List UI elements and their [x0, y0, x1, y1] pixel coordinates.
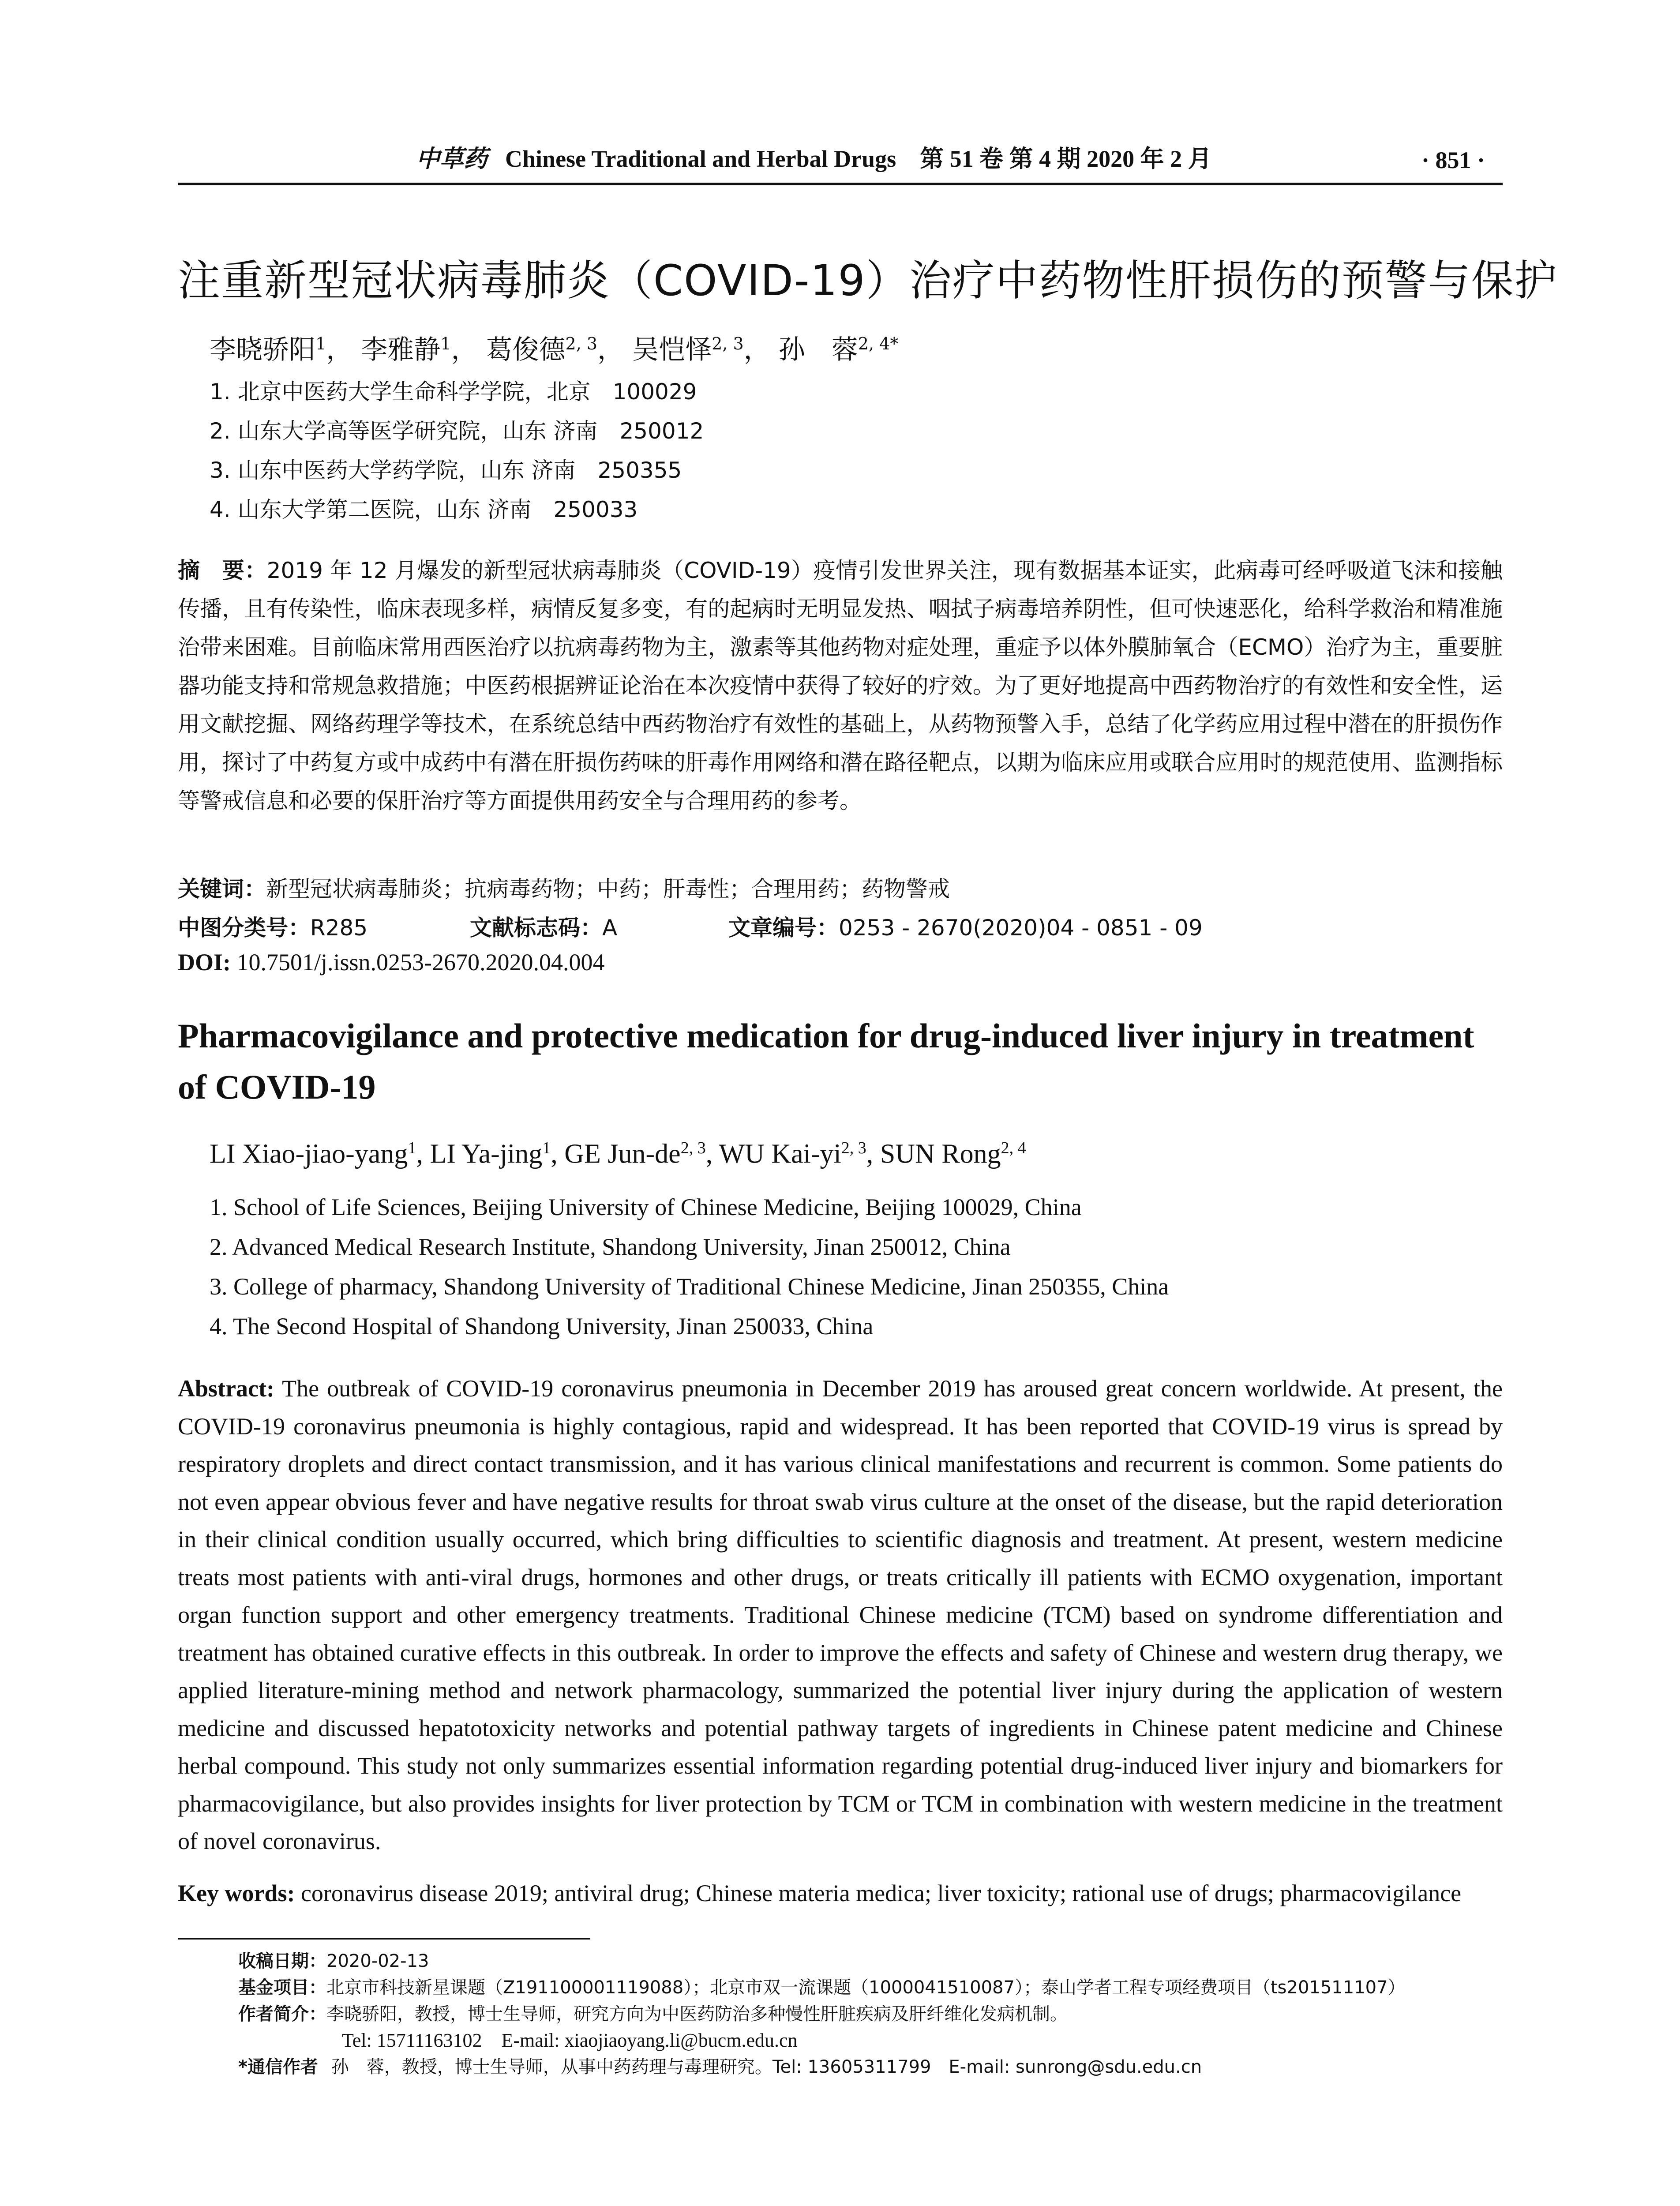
author-separator: , [705, 1139, 719, 1169]
clc-value: R285 [310, 915, 368, 941]
abstract-body: 2019 年 12 月爆发的新型冠状病毒肺炎（COVID-19）疫情引发世界关注，现有数据基本证实，此病毒可经呼吸道飞沫和接触传播，且有传染性，临床表现多样，病情反复多变，有的起病时无明显发热、咽拭子病毒培养阴性，但可快速恶化，给科学救治和精准施治带来困难。目前临床常用西医治疗以抗病毒药物为主，激素等其他药物对症处理，重症予以体外膜肺氧合（ECMO）治疗为主，重要脏器功能支持和常规急救措施；中医药根据辨证论治在本次疫情中获得了较好的疗效。为了更好地提高中西药物治疗的有效性和安全性，运用文献挖掘、网络药理学等技术，在系统总结中西药物治疗有效性的基础上，从药物预警入手，总结了化学药应用过程中潜在的肝损伤作用，探讨了中药复方或中成药中有潜在肝损伤药味的肝毒作用网络和潜在路径靶点，以期为临床应用或联合应用时的规范使用、监测指标等警戒信息和必要的保肝治疗等方面提供用药安全与合理用药的参考。 [178, 558, 1503, 814]
author-affiliation-marker: 1 [542, 1139, 551, 1157]
author-bio-value: 李晓骄阳，教授，博士生导师，研究方向为中医药防治多种慢性肝脏疾病及肝纤维化发病机制。 [326, 2004, 1068, 2024]
author-name: 孙 蓉 [778, 334, 858, 365]
author-separator: , [551, 1139, 565, 1169]
author-name: GE Jun-de [564, 1139, 681, 1169]
author-affiliation-marker: 1 [315, 334, 326, 353]
chinese-keywords [178, 871, 950, 903]
author-separator: , [866, 1139, 880, 1169]
doi-label: DOI: [178, 949, 231, 975]
author-name: WU Kai-yi [719, 1139, 841, 1169]
chinese-affiliation: 4. 山东大学第二医院，山东 济南 250033 [210, 497, 638, 522]
article-number-value: 0253 - 2670(2020)04 - 0851 - 09 [839, 915, 1203, 941]
fund-label: 基金项目： [238, 1977, 326, 1998]
keywords-label: Key words: [178, 1880, 295, 1906]
abstract-body: The outbreak of COVID-19 coronavirus pneumonia in December 2019 has aroused great concern worldwide. At present, the COVID-19 coronavirus pneumonia is highly contagious, rapid and widespread. It has been reported that COVID-19 virus is spread by respiratory droplets and direct contact transmission, and it has various clinical manifestations and recurrent is common. Some patients do not even appear obvious fever and have negative results for throat swab virus culture at the onset of the disease, but the rapid deterioration in their clinical condition usually occurred, which bring difficulties to scientific diagnosis and treatment. At present, western medicine treats most patients with anti-viral drugs, hormones and other drugs, or treats critically ill patients with ECMO oxygenation, important organ function support and other emergency treatments. Traditional Chinese medicine (TCM) based on syndrome differentiation and treatment has obtained curative effects in this outbreak. In order to improve the effects and safety of Chinese and western drug therapy, we applied literature-mining method and network pharmacology, summarized the potential liver injury during the application of western medicine and discussed hepatotoxicity networks and potential pathway targets of ingredients in Chinese patent medicine and Chinese herbal compound. This study not only summarizes essential information regarding potential drug-induced liver injury and biomarkers for pharmacovigilance, but also provides insights for liver protection by TCM or TCM in combination with western medicine in the treatment of novel coronavirus. [178, 1375, 1503, 1854]
classification-line [178, 910, 1203, 942]
english-affiliation: 2. Advanced Medical Research Institute, Shandong University, Jinan 250012, China [210, 1234, 1011, 1260]
corresponding-value: 孙 蓉，教授，博士生导师，从事中药药理与毒理研究。Tel: 13605311799 E-mail: sunrong@sdu.edu.cn [331, 2057, 1202, 2077]
clc-label: 中图分类号： [178, 915, 310, 941]
abstract-label: Abstract: [178, 1375, 274, 1402]
running-header [178, 140, 1503, 185]
author-affiliation-marker: 2, 3 [680, 1139, 706, 1157]
author-affiliation-marker: 2, 3 [841, 1139, 866, 1157]
author-separator: ， [326, 334, 353, 365]
author-name: 吴恺怿 [632, 334, 712, 365]
author-separator: ， [597, 334, 624, 365]
author-name: 李晓骄阳 [210, 334, 315, 365]
fund-value: 北京市科技新星课题（Z191100001119088）；北京市双一流课题（1000041510087）；泰山学者工程专项经费项目（ts201511107） [326, 1977, 1406, 1998]
author-name: SUN Rong [880, 1139, 1001, 1169]
author-affiliation-marker: 2, 3 [565, 334, 598, 353]
author-affiliation-marker: 1 [408, 1139, 416, 1157]
author-separator: ， [451, 334, 478, 365]
doc-code-label: 文献标志码： [470, 915, 602, 941]
fund-info [238, 1974, 1500, 2001]
english-authors [210, 1138, 1026, 1170]
doc-code-value: A [602, 915, 618, 941]
chinese-affiliation: 2. 山东大学高等医学研究院，山东 济南 250012 [210, 418, 704, 444]
keywords-text: coronavirus disease 2019; antiviral drug; Chinese materia medica; liver toxicity; rational use of drugs; pharmacovigilance [300, 1880, 1462, 1906]
received-label: 收稿日期： [238, 1951, 326, 1971]
doi-line [178, 949, 605, 976]
author-name: 葛俊德 [486, 334, 566, 365]
author-affiliation-marker: 2, 3 [712, 334, 744, 353]
english-affiliation: 4. The Second Hospital of Shandong University, Jinan 250033, China [210, 1313, 874, 1339]
doi-value: 10.7501/j.issn.0253-2670.2020.04.004 [236, 949, 605, 975]
author-bio [238, 2001, 1500, 2027]
footnotes [238, 1948, 1500, 2080]
page-number: · 851 · [1421, 147, 1485, 173]
keywords-label: 关键词： [178, 876, 266, 902]
english-affiliation: 1. School of Life Sciences, Beijing University of Chinese Medicine, Beijing 100029, China [210, 1194, 1082, 1220]
author-affiliation-marker: 2, 4* [858, 334, 899, 353]
author-name: LI Xiao-jiao-yang [210, 1139, 408, 1169]
corresponding-label: *通信作者 [238, 2057, 318, 2077]
chinese-affiliation: 1. 北京中医药大学生命科学学院，北京 100029 [210, 379, 697, 405]
author-separator: , [416, 1139, 430, 1169]
journal-info [416, 140, 1212, 174]
author-contact: Tel: 15711163102 E-mail: xiaojiaoyang.li@bucm.edu.cn [342, 2030, 798, 2051]
received-date [238, 1948, 1500, 1974]
author-name: 李雅静 [361, 334, 441, 365]
article-number-label: 文章编号： [728, 915, 839, 941]
footnote-divider [178, 1938, 590, 1940]
chinese-authors [210, 329, 898, 367]
received-value: 2020-02-13 [326, 1951, 429, 1971]
chinese-title: 注重新型冠状病毒肺炎（COVID-19）治疗中药物性肝损伤的预警与保护 [178, 256, 1558, 305]
keywords-text: 新型冠状病毒肺炎；抗病毒药物；中药；肝毒性；合理用药；药物警戒 [266, 876, 950, 902]
english-affiliation: 3. College of pharmacy, Shandong University of Traditional Chinese Medicine, Jinan 250355, China [210, 1273, 1169, 1300]
journal-logo: 中草药 [416, 146, 488, 172]
english-title: Pharmacovigilance and protective medication for drug-induced liver injury in treatment of COVID-19 [178, 1017, 1474, 1106]
corresponding-author [238, 2054, 1500, 2080]
author-bio-label: 作者简介： [238, 2004, 326, 2024]
author-affiliation-marker: 1 [440, 334, 451, 353]
english-abstract [178, 1370, 1503, 1861]
abstract-label: 摘 要： [178, 558, 267, 583]
author-separator: ， [743, 334, 770, 365]
journal-issue-line: Chinese Traditional and Herbal Drugs 第 51 卷 第 4 期 2020 年 2 月 [505, 146, 1212, 172]
chinese-affiliation: 3. 山东中医药大学药学院，山东 济南 250355 [210, 458, 682, 483]
author-affiliation-marker: 2, 4 [1001, 1139, 1026, 1157]
author-name: LI Ya-jing [430, 1139, 543, 1169]
chinese-abstract [178, 552, 1503, 820]
english-keywords [178, 1880, 1503, 1907]
